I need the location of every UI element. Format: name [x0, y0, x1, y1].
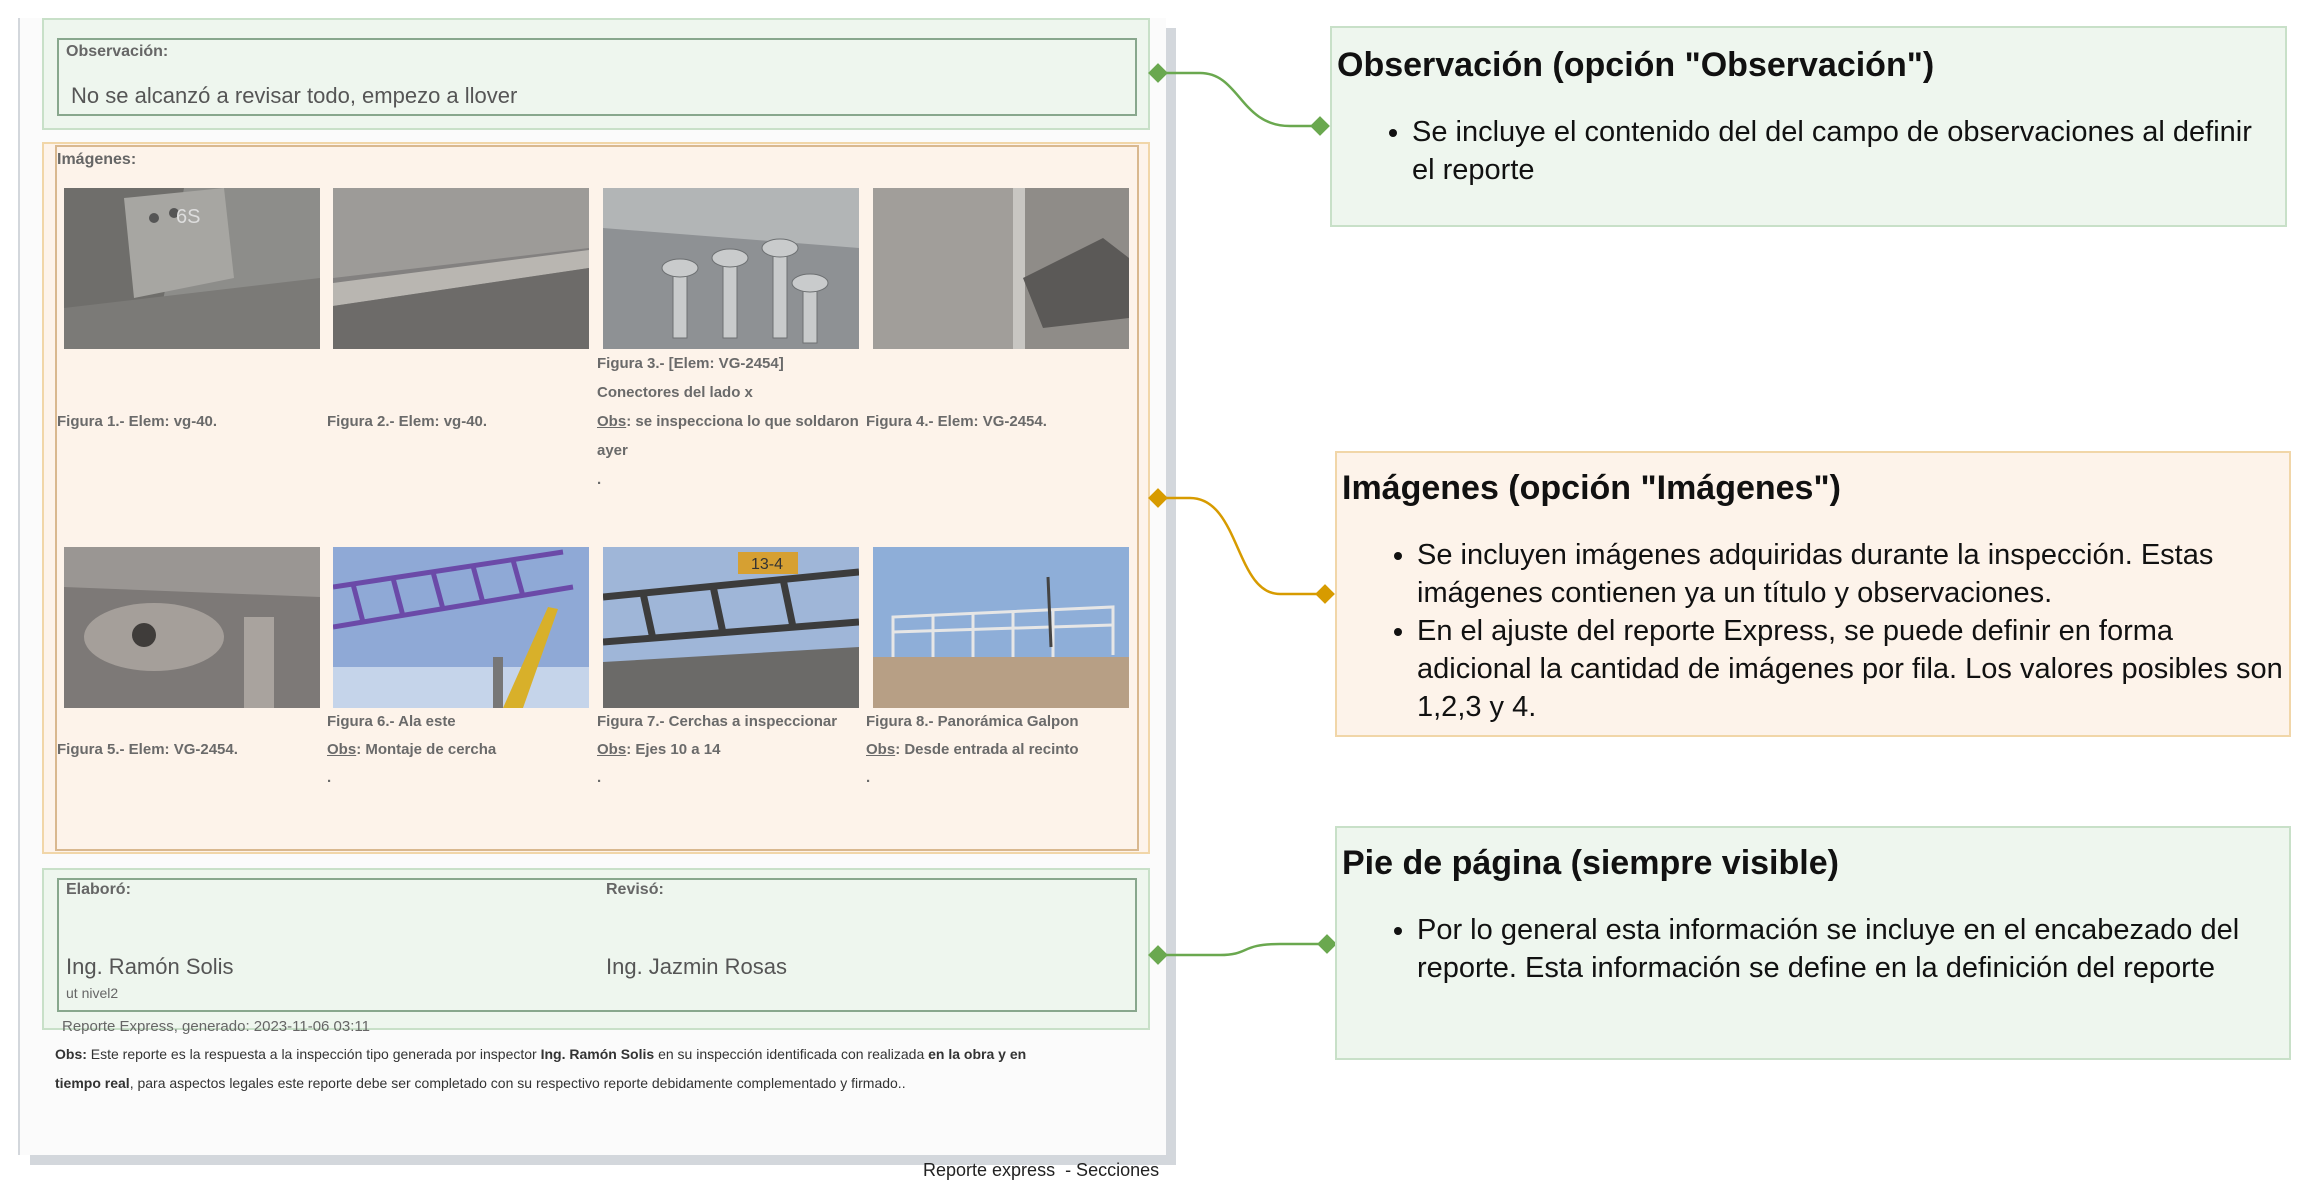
figure-3-dot: . [597, 471, 602, 488]
annotation-images-bullet-2: • En el ajuste del reporte Express, se puede definir en forma adicional la cantidad de imágenes por fila. Los valores posibles son 1,2,3 y 4. [1417, 612, 2284, 726]
figure-3-caption: Figura 3.- [Elem: VG-2454] [597, 355, 784, 372]
footer-connector-start [1148, 945, 1168, 965]
annotation-footer-title: Pie de página (siempre visible) [1342, 844, 1839, 882]
figure-3-obs-text: : se inspecciona lo que soldaron [626, 413, 859, 430]
figure-8-caption: Figura 8.- Panorámica Galpon [866, 713, 1079, 730]
images-connector-end [1315, 584, 1335, 604]
elaboro-role: ut nivel2 [66, 985, 119, 1001]
annotation-footer-bullet: • Por lo general esta información se incluye en el encabezado del reporte. Esta información se define en la definición del reporte [1417, 911, 2284, 987]
images-label: Imágenes: [57, 151, 137, 168]
figure-6-obs-text: : Montaje de cercha [356, 741, 497, 758]
figure-8-obs-text: : Desde entrada al recinto [895, 741, 1079, 758]
figure-4-caption: Figura 4.- Elem: VG-2454. [866, 413, 1047, 430]
reviso-label: Revisó: [606, 881, 664, 898]
generated-timestamp: Reporte Express, generado: 2023-11-06 03:11 [62, 1018, 370, 1035]
footer-connector [1158, 944, 1327, 955]
legal-note-inspector: Ing. Ramón Solis [540, 1046, 655, 1062]
observation-connector [1158, 73, 1320, 126]
annotation-images-list [1342, 536, 2284, 726]
figure-3-line2: Conectores del lado x [597, 384, 753, 401]
svg-text:13-4: 13-4 [751, 556, 784, 573]
figure-6-obs-label: Obs [327, 741, 357, 758]
figure-7-dot: . [597, 769, 602, 786]
figure-6-dot: . [327, 769, 332, 786]
annotation-images-title: Imágenes (opción "Imágenes") [1342, 469, 1841, 507]
figure-7-obs-label: Obs [597, 741, 627, 758]
elaboro-name: Ing. Ramón Solis [66, 954, 234, 979]
svg-text:6S: 6S [176, 206, 201, 228]
images-connector-start [1148, 488, 1168, 508]
observation-label: Observación: [66, 43, 169, 60]
elaboro-label: Elaboró: [66, 881, 131, 898]
observation-connector-start [1148, 63, 1168, 83]
annotation-images-bullet-1: • Se incluyen imágenes adquiridas durante la inspección. Estas imágenes contienen ya un título y observaciones. [1417, 536, 2284, 612]
observation-connector-end [1310, 116, 1330, 136]
annotation-observation-bullet: • Se incluye el contenido del del campo de observaciones al definir el reporte [1412, 113, 2280, 189]
figure-1-caption: Figura 1.- Elem: vg-40. [57, 413, 218, 430]
figure-8-dot: . [866, 769, 871, 786]
figure-2-caption: Figura 2.- Elem: vg-40. [327, 413, 488, 430]
annotation-observation [1330, 26, 2287, 227]
figure-7-obs-text: : Ejes 10 a 14 [626, 741, 721, 758]
figure-7-caption: Figura 7.- Cerchas a inspeccionar [597, 713, 838, 730]
figure-3-obs-label: Obs [597, 413, 627, 430]
figure-5-caption: Figura 5.- Elem: VG-2454. [57, 741, 238, 758]
reviso-name: Ing. Jazmin Rosas [606, 954, 787, 979]
observation-text: No se alcanzó a revisar todo, empezo a llover [71, 83, 518, 108]
legal-note-text-1: Este reporte es la respuesta a la inspección tipo generada por inspector [86, 1046, 541, 1062]
annotation-footer [1335, 826, 2291, 1060]
figure-caption: Reporte express - Secciones [923, 1160, 1160, 1180]
annotation-footer-list [1342, 911, 2284, 987]
images-connector [1158, 498, 1325, 594]
figure-3-line4: ayer [597, 442, 628, 459]
footer-connector-end [1317, 934, 1337, 954]
legal-note-time: tiempo real [55, 1075, 130, 1091]
figure-8-obs-label: Obs [866, 741, 896, 758]
annotation-observation-list [1337, 113, 2280, 189]
legal-note-text-2: en su inspección identificada con realizada [654, 1046, 929, 1062]
annotation-observation-title: Observación (opción "Observación") [1337, 46, 1935, 84]
legal-note-text-3: , para aspectos legales este reporte debe ser completado con su respectivo reporte debidamente complementado y firmado.. [129, 1075, 906, 1091]
legal-note-place: en la obra y en [928, 1046, 1027, 1062]
figure-6-caption: Figura 6.- Ala este [327, 713, 456, 730]
legal-note-label: Obs: [55, 1046, 87, 1062]
annotation-images [1335, 451, 2291, 737]
